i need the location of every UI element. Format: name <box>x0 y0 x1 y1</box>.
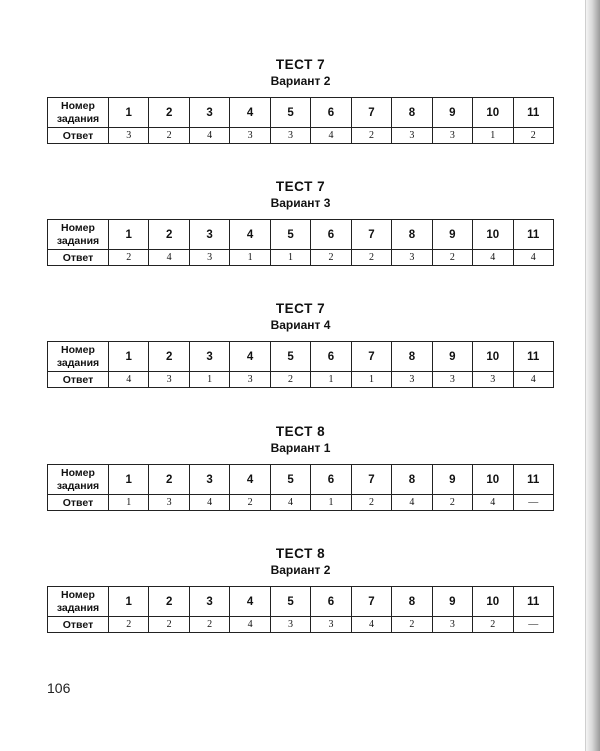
answer-cell: 4 <box>513 372 553 388</box>
task-header-line1: Номер <box>61 588 95 601</box>
answer-cell: 2 <box>230 495 270 511</box>
task-number-cell: 8 <box>392 465 432 495</box>
task-number-cell: 11 <box>513 465 553 495</box>
variant-title: Вариант 4 <box>270 318 331 332</box>
answer-cell: — <box>513 617 553 633</box>
task-number-cell: 9 <box>432 98 472 128</box>
answer-cell: 2 <box>351 495 391 511</box>
task-number-cell: 10 <box>473 587 513 617</box>
task-header-line2: задания <box>56 234 100 247</box>
answer-cell: 2 <box>432 495 472 511</box>
task-header-line2: задания <box>56 112 100 125</box>
task-number-cell: 6 <box>311 98 351 128</box>
answer-header: Ответ <box>48 128 109 144</box>
test-title: ТЕСТ 7 <box>275 57 326 72</box>
task-header-line2: задания <box>56 601 100 614</box>
answer-section <box>47 423 554 511</box>
answer-cell: 1 <box>311 372 351 388</box>
task-number-cell: 8 <box>392 98 432 128</box>
answer-row <box>48 128 554 144</box>
answer-cell: 2 <box>270 372 310 388</box>
answer-cell: 4 <box>513 250 553 266</box>
task-number-cell: 2 <box>149 587 189 617</box>
task-number-cell: 8 <box>392 342 432 372</box>
task-number-cell: 1 <box>109 465 149 495</box>
answer-cell: 1 <box>270 250 310 266</box>
answer-cell: 2 <box>149 617 189 633</box>
task-number-cell: 11 <box>513 220 553 250</box>
answer-cell: 3 <box>311 617 351 633</box>
answer-cell: 3 <box>392 250 432 266</box>
task-number-cell: 1 <box>109 98 149 128</box>
task-number-cell: 10 <box>473 98 513 128</box>
task-number-cell: 5 <box>270 98 310 128</box>
answer-cell: 3 <box>149 372 189 388</box>
answer-row <box>48 250 554 266</box>
answer-cell: 4 <box>230 617 270 633</box>
answer-cell: — <box>513 495 553 511</box>
answer-table <box>47 586 554 633</box>
task-number-cell: 11 <box>513 342 553 372</box>
task-number-cell: 3 <box>189 98 229 128</box>
answer-cell: 2 <box>473 617 513 633</box>
task-header-line1: Номер <box>61 343 95 356</box>
variant-title: Вариант 3 <box>270 196 331 210</box>
answer-cell: 3 <box>149 495 189 511</box>
task-number-cell: 3 <box>189 342 229 372</box>
answer-cell: 4 <box>473 495 513 511</box>
task-number-cell: 4 <box>230 220 270 250</box>
answer-row <box>48 617 554 633</box>
page-number: 106 <box>47 680 71 696</box>
task-number-cell: 11 <box>513 587 553 617</box>
test-title: ТЕСТ 8 <box>275 424 326 439</box>
answer-cell: 3 <box>392 372 432 388</box>
task-number-cell: 9 <box>432 220 472 250</box>
task-number-header <box>48 220 109 250</box>
task-number-cell: 9 <box>432 342 472 372</box>
test-title: ТЕСТ 7 <box>275 179 326 194</box>
task-number-cell: 3 <box>189 465 229 495</box>
answer-cell: 2 <box>311 250 351 266</box>
answer-cell: 3 <box>230 372 270 388</box>
answer-cell: 3 <box>270 617 310 633</box>
task-number-cell: 4 <box>230 98 270 128</box>
task-number-cell: 5 <box>270 342 310 372</box>
task-number-cell: 10 <box>473 220 513 250</box>
answer-cell: 3 <box>109 128 149 144</box>
task-number-cell: 7 <box>351 342 391 372</box>
answer-section <box>47 178 554 266</box>
task-number-cell: 7 <box>351 220 391 250</box>
task-number-cell: 1 <box>109 342 149 372</box>
task-number-cell: 9 <box>432 587 472 617</box>
task-header-line1: Номер <box>61 99 95 112</box>
task-number-cell: 4 <box>230 342 270 372</box>
answer-header: Ответ <box>48 495 109 511</box>
answer-cell: 2 <box>149 128 189 144</box>
answer-table <box>47 219 554 266</box>
answer-table <box>47 341 554 388</box>
task-number-cell: 7 <box>351 587 391 617</box>
task-number-cell: 9 <box>432 465 472 495</box>
answer-cell: 4 <box>270 495 310 511</box>
answer-cell: 4 <box>351 617 391 633</box>
task-number-cell: 11 <box>513 98 553 128</box>
answer-cell: 2 <box>351 250 391 266</box>
variant-title: Вариант 2 <box>270 563 331 577</box>
answer-section <box>47 300 554 388</box>
answer-cell: 3 <box>392 128 432 144</box>
task-number-cell: 8 <box>392 587 432 617</box>
task-number-cell: 6 <box>311 587 351 617</box>
task-number-cell: 6 <box>311 465 351 495</box>
answer-row <box>48 372 554 388</box>
task-number-row <box>48 98 554 128</box>
answer-table <box>47 464 554 511</box>
task-number-header <box>48 587 109 617</box>
test-title: ТЕСТ 7 <box>275 301 326 316</box>
answer-cell: 1 <box>351 372 391 388</box>
task-number-cell: 8 <box>392 220 432 250</box>
task-number-cell: 1 <box>109 587 149 617</box>
answer-cell: 3 <box>432 617 472 633</box>
answer-row <box>48 495 554 511</box>
answer-cell: 2 <box>392 617 432 633</box>
answer-cell: 3 <box>230 128 270 144</box>
task-number-cell: 2 <box>149 220 189 250</box>
task-number-header <box>48 342 109 372</box>
task-number-cell: 3 <box>189 587 229 617</box>
answer-cell: 4 <box>473 250 513 266</box>
answer-header: Ответ <box>48 372 109 388</box>
answer-section <box>47 545 554 633</box>
answer-cell: 3 <box>189 250 229 266</box>
answer-section <box>47 56 554 144</box>
task-number-cell: 10 <box>473 342 513 372</box>
task-header-line2: задания <box>56 479 100 492</box>
variant-title: Вариант 2 <box>270 74 331 88</box>
answer-cell: 4 <box>149 250 189 266</box>
answer-cell: 1 <box>230 250 270 266</box>
answer-cell: 2 <box>189 617 229 633</box>
answer-cell: 2 <box>109 617 149 633</box>
task-number-row <box>48 587 554 617</box>
answer-cell: 4 <box>392 495 432 511</box>
book-spine-shadow <box>586 0 600 751</box>
task-number-cell: 5 <box>270 220 310 250</box>
task-number-cell: 5 <box>270 587 310 617</box>
answer-cell: 1 <box>311 495 351 511</box>
answer-cell: 1 <box>189 372 229 388</box>
task-number-cell: 5 <box>270 465 310 495</box>
answer-cell: 4 <box>189 128 229 144</box>
task-number-cell: 6 <box>311 220 351 250</box>
answer-cell: 2 <box>513 128 553 144</box>
answer-cell: 2 <box>351 128 391 144</box>
answer-cell: 1 <box>109 495 149 511</box>
task-number-cell: 4 <box>230 465 270 495</box>
task-header-line1: Номер <box>61 221 95 234</box>
task-number-cell: 10 <box>473 465 513 495</box>
task-number-header <box>48 98 109 128</box>
task-number-cell: 7 <box>351 98 391 128</box>
answer-cell: 3 <box>432 128 472 144</box>
answer-cell: 4 <box>189 495 229 511</box>
task-number-row <box>48 220 554 250</box>
task-number-cell: 2 <box>149 465 189 495</box>
test-title: ТЕСТ 8 <box>275 546 326 561</box>
answer-cell: 3 <box>432 372 472 388</box>
answer-cell: 1 <box>473 128 513 144</box>
task-number-header <box>48 465 109 495</box>
variant-title: Вариант 1 <box>270 441 331 455</box>
answer-table <box>47 97 554 144</box>
task-number-cell: 1 <box>109 220 149 250</box>
task-header-line1: Номер <box>61 466 95 479</box>
answer-cell: 2 <box>109 250 149 266</box>
task-number-cell: 3 <box>189 220 229 250</box>
answer-header: Ответ <box>48 617 109 633</box>
answer-cell: 3 <box>473 372 513 388</box>
task-number-cell: 2 <box>149 342 189 372</box>
answer-cell: 2 <box>432 250 472 266</box>
answer-header: Ответ <box>48 250 109 266</box>
answer-cell: 3 <box>270 128 310 144</box>
task-number-row <box>48 465 554 495</box>
task-number-cell: 2 <box>149 98 189 128</box>
answer-cell: 4 <box>311 128 351 144</box>
task-number-cell: 6 <box>311 342 351 372</box>
task-header-line2: задания <box>56 356 100 369</box>
task-number-cell: 4 <box>230 587 270 617</box>
answer-cell: 4 <box>109 372 149 388</box>
task-number-cell: 7 <box>351 465 391 495</box>
task-number-row <box>48 342 554 372</box>
